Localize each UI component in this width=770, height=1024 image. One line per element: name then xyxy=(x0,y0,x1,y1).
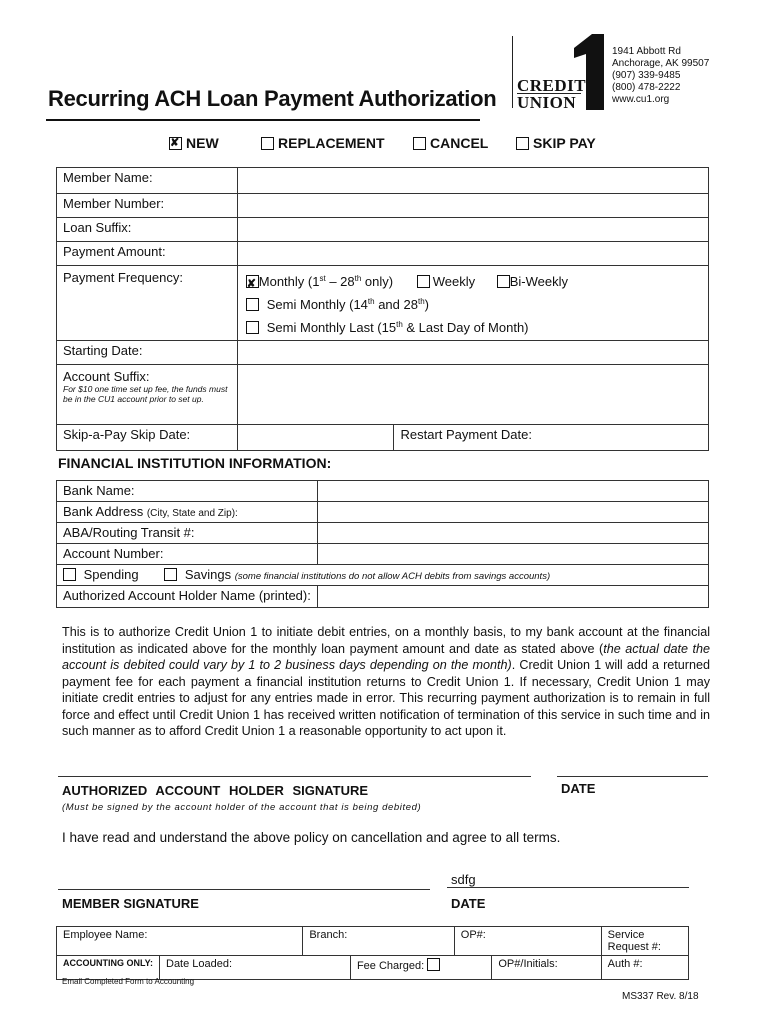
payment-amount-label: Payment Amount: xyxy=(57,242,238,266)
frequency-semi-monthly-last-checkbox[interactable] xyxy=(246,321,259,334)
date1-label: DATE xyxy=(561,781,596,796)
account-number-label: Account Number: xyxy=(57,544,318,565)
payment-frequency-label: Payment Frequency: xyxy=(57,266,238,341)
address-block: 1941 Abbott Rd Anchorage, AK 99507 (907) 339-9485 (800) 478-2222 www.cu1.org xyxy=(612,46,710,105)
holder-signature-label: AUTHORIZED ACCOUNT HOLDER SIGNATURE xyxy=(62,783,369,798)
account-suffix-label: Account Suffix: xyxy=(63,369,150,384)
date-value: sdfg xyxy=(451,872,476,887)
frequency-monthly-checkbox[interactable] xyxy=(246,275,259,288)
financial-institution-heading: FINANCIAL INSTITUTION INFORMATION: xyxy=(58,455,332,471)
savings-note: (some financial institutions do not allow ACH debits from savings accounts) xyxy=(234,571,551,582)
bank-address-field[interactable] xyxy=(317,502,708,523)
frequency-semi-monthly-last-label: Semi Monthly Last (15th & Last Day of Month) xyxy=(266,320,529,335)
authorization-paragraph: This is to authorize Credit Union 1 to initiate debit entries, on a monthly basis, to my bank account at the financial institution as indicated above for the monthly loan payment amount and date as stated above (the actual date the account is debited could vary by 1 to 2 business days depending on the month). Credit Union 1 will add a returned payment fee for each payment a financial institution returns to Credit Union 1. If necessary, Credit Union 1 may initiate credit entries to adjust for any entries made in error. This recurring payment authorization is to remain in full force and effect until Credit Union 1 has received written notification of termination of this service in such time and in such manner as to afford Credit Union 1 a reasonable opportunity to act upon it. xyxy=(62,625,710,738)
account-suffix-cell xyxy=(57,365,238,425)
branch-cell[interactable]: Branch: xyxy=(303,927,454,956)
frequency-semi-monthly-checkbox[interactable] xyxy=(246,298,259,311)
frequency-biweekly-label: Bi-Weekly xyxy=(509,274,569,289)
spending-checkbox[interactable] xyxy=(63,568,76,581)
holder-name-label: Authorized Account Holder Name (printed): xyxy=(57,586,318,608)
date1-line[interactable] xyxy=(557,776,708,777)
holder-signature-line[interactable] xyxy=(58,776,531,777)
frequency-weekly-checkbox[interactable] xyxy=(417,275,430,288)
frequency-weekly-label: Weekly xyxy=(432,274,476,289)
footer-email-note: Email Completed Form to Accounting xyxy=(62,977,195,986)
frequency-semi-monthly-label: Semi Monthly (14th and 28th) xyxy=(266,297,429,312)
payment-amount-field[interactable] xyxy=(237,242,708,266)
cancel-checkbox[interactable] xyxy=(413,137,426,150)
title-underline xyxy=(46,119,480,121)
op-initials-cell[interactable]: OP#/Initials: xyxy=(492,956,601,980)
form-number: MS337 Rev. 8/18 xyxy=(622,991,699,1002)
page-title: Recurring ACH Loan Payment Authorization xyxy=(48,86,497,111)
loan-suffix-field[interactable] xyxy=(237,218,708,242)
option-new[interactable]: ✘NEW xyxy=(169,135,219,151)
bank-name-field[interactable] xyxy=(317,481,708,502)
account-suffix-note: For $10 one time set up fee, the funds must be in the CU1 account prior to set up. xyxy=(63,384,228,404)
employee-name-cell[interactable]: Employee Name: xyxy=(57,927,303,956)
frequency-biweekly-checkbox[interactable] xyxy=(497,275,510,288)
member-signature-line[interactable] xyxy=(58,889,430,890)
account-suffix-field[interactable] xyxy=(237,365,708,425)
option-replacement[interactable]: REPLACEMENT xyxy=(261,135,385,151)
starting-date-label: Starting Date: xyxy=(57,341,238,365)
replacement-checkbox[interactable] xyxy=(261,137,274,150)
frequency-monthly-label: Monthly (1st – 28th only) xyxy=(258,274,394,289)
date-loaded-cell[interactable]: Date Loaded: xyxy=(160,956,351,980)
new-checkbox[interactable] xyxy=(169,137,182,150)
member-signature-label: MEMBER SIGNATURE xyxy=(62,896,199,911)
skip-pay-checkbox[interactable] xyxy=(516,137,529,150)
bank-address-label: Bank Address (City, State and Zip): xyxy=(57,502,318,523)
member-name-field[interactable] xyxy=(237,168,708,194)
logo-divider xyxy=(512,36,513,108)
restart-date-cell[interactable] xyxy=(394,425,709,451)
restart-date-label: Restart Payment Date: xyxy=(400,427,532,442)
option-cancel[interactable]: CANCEL xyxy=(413,135,488,151)
fee-charged-checkbox[interactable] xyxy=(427,958,440,971)
auth-cell[interactable]: Auth #: xyxy=(601,956,688,980)
skip-date-field[interactable] xyxy=(237,425,394,451)
savings-checkbox[interactable] xyxy=(164,568,177,581)
holder-signature-note: (Must be signed by the account holder of the account that is being debited) xyxy=(62,802,422,813)
savings-label: Savings xyxy=(184,567,232,582)
routing-label: ABA/Routing Transit #: xyxy=(57,523,318,544)
holder-name-field[interactable] xyxy=(317,586,708,608)
fee-charged-cell[interactable]: Fee Charged: xyxy=(350,956,491,980)
routing-field[interactable] xyxy=(317,523,708,544)
accounting-table xyxy=(56,926,689,980)
spending-label: Spending xyxy=(83,567,139,582)
accounting-only-label: ACCOUNTING ONLY: xyxy=(57,956,160,980)
op-cell[interactable]: OP#: xyxy=(454,927,601,956)
date2-line[interactable] xyxy=(447,887,689,888)
logo-text-credit: CREDIT xyxy=(517,76,587,95)
service-request-cell[interactable]: Service Request #: xyxy=(601,927,688,956)
starting-date-field[interactable] xyxy=(237,341,708,365)
loan-info-table xyxy=(56,167,709,451)
credit-union-1-logo-numeral xyxy=(570,34,606,110)
agreement-text: I have read and understand the above policy on cancellation and agree to all terms. xyxy=(62,830,561,845)
member-number-label: Member Number: xyxy=(57,194,238,218)
account-type-row xyxy=(57,565,709,586)
bank-name-label: Bank Name: xyxy=(57,481,318,502)
loan-suffix-label: Loan Suffix: xyxy=(57,218,238,242)
option-skip-pay[interactable]: SKIP PAY xyxy=(516,135,596,151)
logo-text-union: UNION xyxy=(517,93,577,112)
skip-date-label: Skip-a-Pay Skip Date: xyxy=(57,425,238,451)
payment-frequency-options xyxy=(237,266,708,341)
bank-info-table xyxy=(56,480,709,608)
date2-label: DATE xyxy=(451,896,486,911)
member-name-label: Member Name: xyxy=(57,168,238,194)
account-number-field[interactable] xyxy=(317,544,708,565)
member-number-field[interactable] xyxy=(237,194,708,218)
